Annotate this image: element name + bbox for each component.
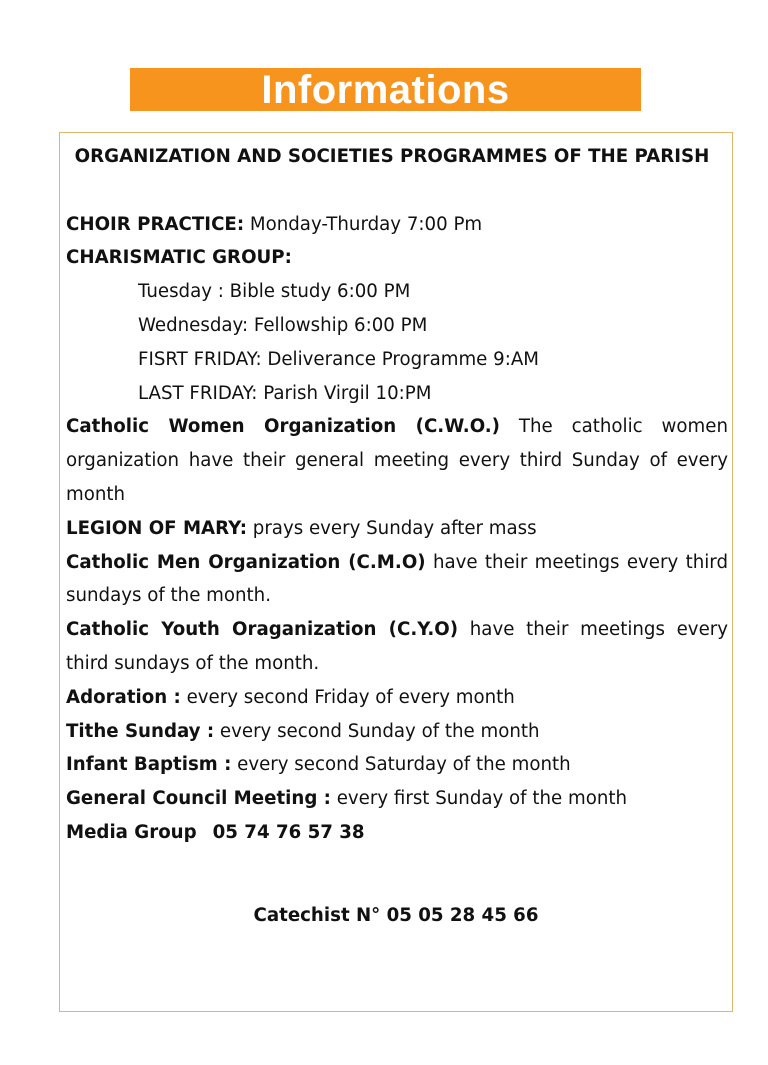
- infant-baptism-line: [66, 748, 728, 782]
- tithe-sunday-text: every second Sunday of the month: [214, 720, 540, 742]
- page-heading: ORGANIZATION AND SOCIETIES PROGRAMMES OF THE PARISH: [74, 146, 710, 167]
- cyo-label: Catholic Youth Oraganization (C.Y.O): [66, 619, 459, 641]
- charismatic-group-label: CHARISMATIC GROUP:: [66, 247, 292, 269]
- legion-of-mary-line: [66, 512, 728, 546]
- general-council-line: [66, 782, 728, 816]
- cwo-text: The catholic women organization have their general meeting every third Sunday of every month: [66, 416, 728, 505]
- media-group-label: Media Group: [66, 821, 197, 843]
- informations-banner: [130, 68, 641, 111]
- media-group-line: [66, 816, 728, 850]
- programmes-content: [66, 140, 728, 850]
- tithe-sunday-line: [66, 715, 728, 749]
- cwo-label: Catholic Women Organization (C.W.O.): [66, 416, 500, 438]
- media-group-number: 05 74 76 57 38: [212, 821, 365, 843]
- charismatic-item-first-friday: FISRT FRIDAY: Deliverance Programme 9:AM: [138, 348, 539, 370]
- cmo-paragraph: [66, 546, 728, 614]
- cmo-label: Catholic Men Organization (C.M.O): [66, 551, 426, 573]
- choir-practice-line: [66, 208, 728, 242]
- general-council-label: General Council Meeting :: [66, 788, 331, 810]
- legion-of-mary-label: LEGION OF MARY:: [66, 517, 247, 539]
- charismatic-item-last-friday: LAST FRIDAY: Parish Virgil 10:PM: [138, 382, 432, 404]
- adoration-label: Adoration :: [66, 686, 181, 708]
- charismatic-item-tuesday: Tuesday : Bible study 6:00 PM: [138, 281, 411, 303]
- adoration-line: [66, 681, 728, 715]
- charismatic-group-line: [66, 241, 728, 275]
- adoration-text: every second Friday of every month: [180, 686, 515, 708]
- legion-of-mary-text: prays every Sunday after mass: [247, 517, 537, 539]
- charismatic-item-wednesday: Wednesday: Fellowship 6:00 PM: [138, 314, 428, 336]
- catechist-number: Catechist N° 05 05 28 45 66: [253, 905, 539, 926]
- choir-practice-text: Monday-Thurday 7:00 Pm: [244, 213, 483, 235]
- cyo-paragraph: [66, 613, 728, 681]
- banner-title: Informations: [261, 67, 510, 112]
- tithe-sunday-label: Tithe Sunday :: [66, 720, 215, 742]
- general-council-text: every first Sunday of the month: [330, 788, 628, 810]
- infant-baptism-text: every second Saturday of the month: [231, 754, 571, 776]
- cmo-text: have their meetings every third sundays of the month.: [66, 551, 728, 607]
- cyo-text: have their meetings every third sundays of the month.: [66, 619, 729, 674]
- choir-practice-label: CHOIR PRACTICE:: [66, 213, 245, 235]
- cwo-paragraph: [66, 410, 728, 511]
- infant-baptism-label: Infant Baptism :: [66, 754, 232, 776]
